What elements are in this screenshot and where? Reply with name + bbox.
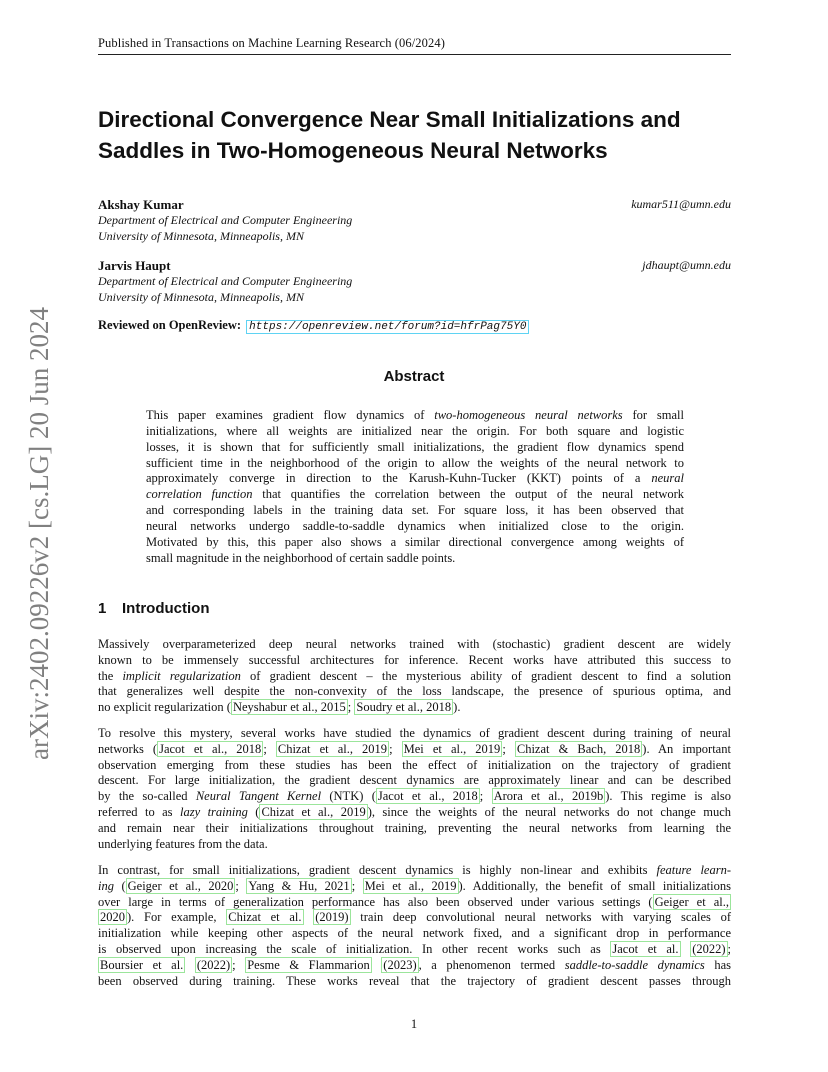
citation-link[interactable]: (2019) bbox=[315, 910, 349, 925]
citation-link[interactable]: Geiger et al., bbox=[654, 894, 729, 909]
citation-link[interactable]: Jacot et al., 2018 bbox=[377, 789, 478, 804]
author-department: Department of Electrical and Computer Engineering bbox=[98, 274, 353, 288]
citation-link[interactable]: Jacot et al., 2018 bbox=[159, 741, 262, 756]
page-number: 1 bbox=[410, 1017, 418, 1031]
intro-paragraph-2 bbox=[98, 726, 731, 852]
text-line: and remain near their initializations throughout training, preventing the neural networks from learning the bbox=[98, 820, 731, 835]
citation-link[interactable]: Mei et al., 2019 bbox=[364, 878, 457, 893]
intro-paragraph-3 bbox=[98, 863, 731, 989]
text-line: 2020 ). For example, Chizat et al. (2019) train deep convolutional neural networks with varying scales of bbox=[100, 910, 731, 925]
abstract-line: This paper examines gradient flow dynamics of two-homogeneous neural networks for small bbox=[146, 408, 685, 422]
text-line: referred to as lazy training ( Chizat et al., 2019 ), since the weights of the neural networks do not change much bbox=[98, 804, 732, 819]
text-line: Massively overparameterized deep neural networks trained with (stochastic) gradient descent are widely bbox=[98, 637, 731, 651]
abstract-body bbox=[146, 408, 684, 566]
author-block-2 bbox=[98, 258, 731, 305]
text-line: In contrast, for small initializations, gradient descent dynamics is highly non-linear and exhibits feature learn- bbox=[98, 863, 731, 877]
text-line: observation emerging from these studies has been the effect of initialization on the trajectory of gradient bbox=[98, 757, 731, 772]
citation-link[interactable]: Neyshabur et al., 2015 bbox=[232, 700, 346, 715]
openreview-label: Reviewed on OpenReview: bbox=[98, 318, 242, 332]
text-line: known to be immensely successful architectures for inference. Recent works have attributed this success to bbox=[98, 652, 731, 667]
citation-link[interactable]: Mei et al., 2019 bbox=[403, 741, 501, 756]
abstract-line: Motivated by this, this paper also shows a similar directional convergence among weights of bbox=[146, 534, 684, 549]
venue-header: Published in Transactions on Machine Learning Research (06/2024) bbox=[98, 36, 445, 50]
citation-link[interactable]: Chizat et al. bbox=[228, 910, 302, 925]
section-number: 1 bbox=[98, 600, 107, 617]
intro-paragraph-1 bbox=[98, 637, 731, 716]
text-line: that generalizes well despite the non-convexity of the loss landscape, the presence of spurious optima, and bbox=[98, 684, 731, 699]
author-university: University of Minnesota, Minneapolis, MN bbox=[98, 228, 304, 243]
citation-link[interactable]: Pesme & Flammarion bbox=[247, 957, 370, 972]
citation-link[interactable]: Geiger et al., 2020 bbox=[127, 878, 234, 893]
openreview-line bbox=[98, 318, 529, 333]
abstract-line: losses, it is shown that for sufficiently small initializations, the gradient flow dynamics spend bbox=[146, 439, 684, 454]
citation-link[interactable]: (2022) bbox=[692, 941, 726, 956]
text-line: descent. For large initialization, the gradient descent dynamics are approximately linear and can be described bbox=[98, 773, 731, 788]
text-line: ing ( Geiger et al., 2020 ; Yang & Hu, 2021 ; Mei et al., 2019 ). Additionally, the benefit of small initializations bbox=[98, 878, 731, 893]
author-department: Department of Electrical and Computer Engineering bbox=[98, 213, 353, 227]
abstract-line: approximately converge in direction to the Karush-Kuhn-Tucker (KKT) points of a neural bbox=[146, 471, 684, 486]
paper-title bbox=[98, 104, 738, 166]
author-email[interactable]: kumar511@umn.edu bbox=[631, 197, 731, 211]
text-line: over large in terms of generalization performance has also been observed under various settings ( Geiger et al., bbox=[98, 894, 729, 909]
citation-link[interactable]: Chizat et al., 2019 bbox=[261, 804, 366, 819]
text-line: To resolve this mystery, several works have studied the dynamics of gradient descent during training of neural bbox=[98, 726, 731, 740]
title-line-1: Directional Convergence Near Small Initializations and bbox=[98, 107, 681, 132]
author-university: University of Minnesota, Minneapolis, MN bbox=[98, 289, 304, 304]
section-heading-introduction bbox=[98, 600, 209, 617]
author-name: Akshay Kumar bbox=[98, 197, 184, 212]
text-line: networks ( Jacot et al., 2018 ; Chizat et al., 2019 ; Mei et al., 2019 ; Chizat & Bach, 2018 ). An important bbox=[98, 741, 731, 756]
arxiv-identifier: arXiv:2402.09226v2 [cs.LG] 20 Jun 2024 bbox=[24, 307, 54, 760]
text-line: Boursier et al. (2022) ; Pesme & Flammarion (2023) , a phenomenon termed saddle-to-saddle dynamics has bbox=[100, 957, 731, 972]
abstract-line: correlation function that quantifies the correlation between the output of the neural network bbox=[146, 487, 685, 502]
author-name: Jarvis Haupt bbox=[98, 258, 171, 273]
citation-link[interactable]: (2023) bbox=[383, 957, 417, 972]
text-line: the implicit regularization of gradient descent – the mysterious ability of gradient descent to find a solution bbox=[98, 668, 731, 683]
citation-link[interactable]: Yang & Hu, 2021 bbox=[248, 878, 350, 893]
citation-link[interactable]: Arora et al., 2019b bbox=[493, 789, 604, 804]
author-email[interactable]: jdhaupt@umn.edu bbox=[642, 258, 731, 272]
abstract-line: sufficient time in the neighborhood of the origin to allow the weights of the neural network to bbox=[146, 455, 684, 470]
text-line: underlying features from the data. bbox=[98, 836, 268, 851]
abstract-line: and corresponding labels in the training data set. For square loss, it has been observed that bbox=[146, 503, 684, 518]
citation-link[interactable]: Chizat & Bach, 2018 bbox=[516, 741, 641, 756]
author-block-1 bbox=[98, 197, 731, 244]
abstract-line: small magnitude in the neighborhood of certain saddle points. bbox=[146, 550, 456, 565]
header-rule bbox=[98, 54, 731, 55]
citation-link[interactable]: Boursier et al. bbox=[100, 957, 184, 972]
citation-link[interactable]: (2022) bbox=[196, 957, 231, 972]
openreview-link[interactable]: https://openreview.net/forum?id=hfrPag75Y0 bbox=[246, 320, 529, 334]
abstract-line: neural networks undergo saddle-to-saddle dynamics when initialized close to the origin. bbox=[146, 518, 684, 533]
text-line: initialization while keeping other aspects of the neural network fixed, and a significant drop in performance bbox=[98, 926, 731, 941]
title-line-2: Saddles in Two-Homogeneous Neural Networks bbox=[98, 138, 608, 163]
abstract-heading: Abstract bbox=[383, 368, 445, 385]
text-line: been observed during training. These works reveal that the trajectory of gradient descent passes through bbox=[98, 973, 731, 988]
citation-link[interactable]: Soudry et al., 2018 bbox=[356, 700, 452, 715]
text-line: is observed upon increasing the scale of initialization. In other recent works such as Jacot et al. (2022) ; bbox=[98, 941, 731, 956]
citation-link[interactable]: 2020 bbox=[100, 910, 125, 925]
abstract-line: initializations, where all weights are initialized near the origin. For both square and logistic bbox=[146, 423, 684, 438]
text-line: by the so-called Neural Tangent Kernel (NTK) ( Jacot et al., 2018 ; Arora et al., 2019b ). This regime is also bbox=[98, 789, 731, 804]
text-line: no explicit regularization ( Neyshabur et al., 2015 ; Soudry et al., 2018 ). bbox=[98, 700, 461, 715]
section-title: Introduction bbox=[122, 600, 210, 617]
citation-link[interactable]: Jacot et al. bbox=[612, 941, 679, 956]
citation-link[interactable]: Chizat et al., 2019 bbox=[277, 741, 388, 756]
